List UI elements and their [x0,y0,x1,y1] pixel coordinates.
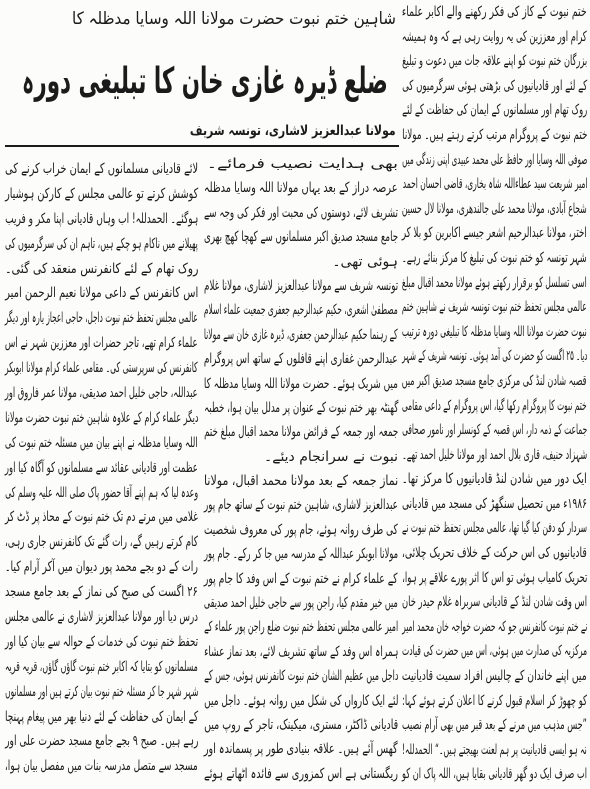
text-line: درس دیا اور مولانا عبدالعزیز لاشاری نے عالمی مجلس [4,609,198,626]
article-headline: ضلع ڈیرہ غازی خان کا تبلیغی دورہ [22,61,388,102]
text-line: نبوت حضرت مولانا اللہ وسایا مدظلہ کا تبلیغی دورہ ترتیب [402,323,587,340]
text-line: شجاع آبادی، مولانا محمد علی جالندھری، مولانا لال حسین [402,200,587,217]
text-line: مسلمانوں کو بتایا کہ اکابر ختم نبوت گاؤں گاؤں، قریہ قریہ [5,658,198,675]
text-line: گھس آئے ہیں۔ علاقہ بنیادی طور پر پسماندہ اور [204,741,398,758]
text-line: ”جس مذہب میں مرنے کے بعد قبر میں بھی آرام نصیب [402,717,587,734]
text-column-left [5,157,198,779]
text-line: اب صرف ایک دو گھر قادیانی بقایا ہیں، اللہ پاک ان کو [402,766,587,783]
text-line: ہوئی تھی۔ [332,253,398,270]
text-line: کوشش کرتے تو عالمی مجلس کے کارکن ہوشیار [4,185,198,202]
text-line: بزرگان ختم نبوت کو اپنے علاقہ جات میں دعوت و تبلیغ [401,53,587,70]
text-line: روک تھام اور مسلمانوں کے ایمان کی حفاظت کے لئے [401,102,587,119]
text-line: مصطفیٰ اشعری، حکیم عبدالرحیم جعفری جمعیت علماء اسلام [204,302,398,319]
text-line: میں اپنے خاندان کے چالیس افراد سمیت قادیانیت [402,668,587,685]
text-line: شہر تونسہ کو ختم نبوت کی تبلیغ کا مرکز بنائے رہے۔ [402,249,587,266]
text-line: قادیانیوں کی اس حرکت کے خلاف تحریک چلائی، [402,545,587,562]
text-line: عظمت اور قادیانی عقائد سے مسلمانوں کو آگاہ کیا اور [5,459,198,476]
text-line: ۱۹۸۶ء میں تحصیل سنگھڑ کی مسجد میں قادیانی [402,495,587,512]
text-line: جماعت کے ذمہ دار، اس قصبہ کے کونسلر اور نامور صحافی [401,422,587,439]
text-line: ہمراہ اس وفد کے ساتھ تشریف لائے، بعد نماز عشاء [203,643,398,660]
text-line: رات کے دو بجے محمد پور دیوان میں آکر آرام کیا۔ [5,559,198,576]
text-line: اس وقت شادن لنڈ کے قادیانی سربراہ غلام حیدر خان [401,594,587,611]
article-headline-box [22,52,388,112]
article-kicker-box [72,4,396,34]
text-line: قادیانی ڈاکٹر، مستری، میکینک، تاجر کے روپ میں [203,716,398,733]
text-line: جمعہ اور جمعہ کے فرائض مولانا محمد اقبال مبلغ ختم [203,424,398,441]
text-line: دیا۔ ۲۵ اگست کو حضرت کی آمد ہوئی۔ تونسہ شریف کے شہر [401,348,587,365]
text-line: علماء کرام تھے، تاجر حضرات اور معززین شہر نے اس [5,335,198,352]
text-line: قصبہ شادن لنڈ کی مرکزی جامع مسجد صدیق اکبر میں [402,372,587,389]
article-kicker: شاہین ختم نبوت حضرت مولانا اللہ وسایا مدظلہ کا [72,9,396,29]
text-line: کانفرنس کی سرپرستی کی۔ مقامی علماء کرام مولانا ابوبکر [5,360,198,377]
text-line: عبدالعزیز لاشاری، شاہین ختم نبوت کے ساتھ جام پور [204,497,398,514]
text-line: عالمی مجلس تحفظ ختم نبوت داجل، حاجی اعجاز یارہ اور دیگر [5,310,198,327]
text-line: سردار کو دفن کیا گیا تھا، عالمی مجلس تحفظ ختم نبوت نے [401,520,587,537]
text-line: لئے ایک کارواں کی شکل میں روانہ ہوئے۔ داجل میں [203,692,398,709]
text-line: تشریف لائے، دوستوں کی محبت اور فکر کی وجہ سے [204,204,398,221]
text-line: اللہ وسایا مدظلہ نے اپنے بیان میں مسئلہ ختم نبوت کی [5,434,198,451]
text-line: عرصہ دراز کے بعد یہاں مولانا اللہ وسایا مدظلہ [204,180,398,197]
text-line: ریگستانی ہے اس کمزوری سے فائدہ اٹھاتے ہوئے [204,765,398,782]
text-line: تونسہ شریف سے مولانا عبدالعزیز لاشاری، مولانا غلام [203,277,398,294]
text-line: وعدہ لیا کہ ہم اپنے آقا حضور پاک صلی اللہ علیہ وسلم کی [4,484,198,501]
text-line: کے رہنما حکیم عبدالرحمن جعفری، ڈیرہ غازی خان سے مولانا [204,326,398,343]
text-line: کو چھوڑ کر اسلام قبول کرنے کا اعلان کرتے ہوئے کہا: [401,692,587,709]
text-line: تحفظ ختم نبوت کی خدمات کے حوالہ سے بیان کیا اور [4,633,198,650]
text-line: ۲۶ اگست کی صبح کی نماز کے بعد جامع مسجد [5,584,198,601]
article-byline: مولانا عبدالعزیز لاشاری، تونسہ شریف [190,123,396,139]
text-column-right [402,0,587,787]
text-line: ختم نبوت کے پروگرام مرتب کرتے رہتے ہیں۔ مولانا [401,126,587,143]
text-line: دیگر علماء کرام کے علاوہ شاہین ختم نبوت حضرت مولانا [4,409,198,426]
text-line: ختم نبوت کا پروگرام رکھا گیا، اس پروگرام کے داعی مقامی [402,397,587,414]
text-line: عبدالرحمن غفاری اپنے قافلوں کے ساتھ اس پروگرام [204,351,398,368]
text-line: میں خیر مقدم کیا، راجن پور سے حاجی خلیل احمد صدیقی [204,595,398,612]
text-line: اس کانفرنس کے داعی مولانا نعیم الرحمن امیر [4,285,198,302]
text-line: گھنٹہ بھر ختم نبوت کے عنوان پر مدلل بیان ہوا، خطبہ [203,399,398,416]
text-line: غلامی میں مرتے دم تک ختم نبوت کے محاذ پر ڈٹ کر [5,509,198,526]
text-line: ہوگئے۔ الحمدللہ! اب وہاں قادیانی اپنا مکر و فریب [4,210,198,227]
text-line: شہزاد حنیف، قاری بلال احمد اور مولانا خلیل احمد تھے۔ [401,446,587,463]
text-line: کے علماء کرام نے ختم نبوت کے اس وفد کا جام پور [204,570,398,587]
text-line: بھی ہدایت نصیب فرمائے۔ [206,156,398,172]
text-line: ایک دور میں شادن لنڈ قادیانیوں کا مرکز تھا۔ [402,471,587,488]
text-line: اسی تسلسل کو برقرار رکھتے ہوئے مولانا محمد اقبال مبلغ [402,274,587,291]
text-line: تحریک کامیاب ہوئی تو اس کا اثر پورے علاقے پر ہوا، [401,569,587,586]
text-line: ختم نبوت کے کاز کی فکر رکھنے والے اکابر علماء [402,4,587,20]
text-line: کرام اور معززین کی یہ روایت رہی ہے کہ وہ ہمیشہ [402,28,587,45]
text-line: نے ختم نبوت کانفرنس جو کہ حضرت خواجہ خان محمد امیر [401,618,587,635]
text-line: روک تھام کے لئے کانفرنس منعقد کی گئی۔ [4,260,198,277]
text-line: نماز جمعہ کے بعد مولانا محمد اقبال، مولانا [203,473,398,490]
text-line: مولانا ابوبکر عبداللہ کے مدرسہ میں جا کر رکے۔ جام پور [203,546,398,563]
text-line: نہ ہو ایسی قادیانیت پر ہم لعنت بھیجتے ہیں۔“ الحمدللہ! [402,741,587,758]
text-line: امیر شریعت سید عطاءاللہ شاہ بخاری، قاضی احسان احمد [402,176,587,193]
text-line: میں شریک ہوئے۔ حضرت مولانا اللہ وسایا مدظلہ کا [204,375,398,392]
text-line: شہر شہر جا کر مسئلہ ختم نبوت بیان کرتے ہیں اور مسلمانوں [4,683,198,700]
text-line: امیر عالمی مجلس تحفظ ختم نبوت ضلع راجن پور علماء کے [203,619,398,636]
text-line: کام کرتے رہیں گے، رات گئے تک کانفرنس جاری رہی، [5,534,198,551]
text-line: رہے ہیں۔ صبح ۹ بجے جامع مسجد حضرت علی اور [4,733,198,750]
text-line: داجل میں عظیم الشان ختم نبوت کانفرنس ہوئی، جس کے [203,668,398,685]
text-line: نبوت نے سرانجام دیئے۔ [264,448,398,465]
text-line: عالمی مجلس تحفظ ختم نبوت تونسہ شریف نے شاہین ختم [402,299,587,316]
text-line: پھیلانے میں ناکام ہو چکے ہیں، تاہم ان کی سرگرمیوں کی [5,235,198,252]
byline-rule [5,145,399,147]
text-line: مرکزیہ کی صدارت میں ہوئی، اس میں حضرت کی قیادت [401,643,587,660]
text-line: کی طرف روانہ ہوئے، جام پور کی معروف شخصیت [204,521,398,538]
text-line: لائے قادیانی مسلمانوں کے ایمان خراب کرنے کی [4,161,198,177]
text-column-middle [204,152,398,786]
text-line: مسجد سے متصل مدرسہ بنات میں مفصل بیان ہوا، [5,758,198,775]
text-line: جامع مسجد صدیق اکبر مسلمانوں سے کھچا کھچ بھری [203,229,398,246]
text-line: کے ایمان کی حفاظت کے لئے دنیا بھر میں پیغام پہنچا [4,708,198,725]
text-line: عبداللہ، حاجی خلیل احمد صدیقی، مولانا عمر فاروق اور [5,385,198,402]
text-line: صوفی اللہ وسایا اور حافظ علی محمد عبیدی اپنی زندگی میں [401,151,587,168]
article-byline-box [190,120,396,142]
text-line: اختر، مولانا عبدالرحیم اشعر جیسے اکابرین کو بلا کر [402,225,587,242]
text-line: کے لئے اور قادیانیوں کی بڑھتی ہوئی سرگرمیوں کی [401,77,587,94]
